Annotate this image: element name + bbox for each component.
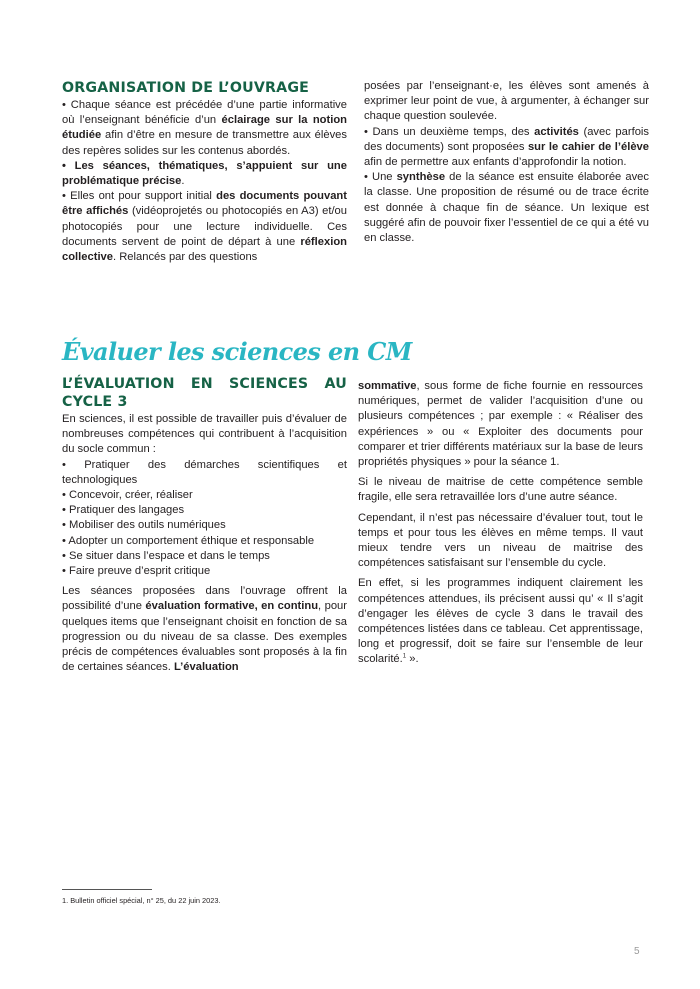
paragraph: • Dans un deuxième temps, des activités (avec parfois des documents) sont proposées sur le cahier de l’élève afin de permettre aux enfants d’approfondir la notion. — [364, 125, 649, 169]
paragraph: • Une synthèse de la séance est ensuite élaborée avec la classe. Une proposition de résumé ou de trace écrite est donnée à chaque fin de séance. Un lexique est suggéré afin de pouvoir fixer l’essentiel de ce qui a été vu en classe. — [364, 171, 649, 245]
evaluation-right-column — [358, 379, 643, 668]
paragraph: posées par l’enseignant·e, les élèves sont amenés à exprimer leur point de vue, à argumenter, à échanger sur chaque question soulevée. — [364, 80, 649, 123]
paragraph: • Elles ont pour support initial des documents pouvant être affichés (vidéoprojetés ou photocopiés en A3) et/ou photocopiés pour une lecture individuelle. Ces documents servent de point de départ à une réflexion collective. Relancés par des questions — [62, 190, 347, 264]
list-item: • Adopter un comportement éthique et responsable — [62, 534, 315, 547]
section-heading-evaluation: L’ÉVALUATION EN SCIENCES AU CYCLE 3 — [62, 376, 347, 410]
list-item: • Mobiliser des outils numériques — [62, 519, 226, 532]
section-title-evaluer: Évaluer les sciences en CM — [62, 337, 412, 366]
list-item: • Pratiquer des langages — [62, 504, 185, 517]
footnote: 1. Bulletin officiel spécial, n° 25, du 22 juin 2023. — [62, 896, 221, 905]
paragraph: En sciences, il est possible de travailler puis d’évaluer de nombreuses compétences qui contribuent à l’acquisition du socle commun : — [62, 413, 347, 456]
paragraph: Si le niveau de maitrise de cette compétence semble fragile, elle sera retravaillée lors d’une autre séance. — [358, 476, 643, 504]
organisation-right-column — [364, 79, 649, 246]
paragraph: Les séances proposées dans l’ouvrage offrent la possibilité d’une évaluation formative, en continu, pour quelques items que l’enseignant choisit en fonction de sa progression ou du niveau de sa classe. Des exemples précis de compétences évaluables sont proposés à la fin de certaines séances. L’évaluation — [62, 585, 348, 674]
footnote-divider — [62, 889, 152, 890]
paragraph: Cependant, il n’est pas nécessaire d’évaluer tout, tout le temps et pour tous les élèves en même temps. Il vaut mieux tendre vers un niveau de maitrise des compétences satisfaisant sur l’ensemble du cycle. — [358, 511, 643, 570]
list-item: • Concevoir, créer, réaliser — [62, 489, 193, 502]
organisation-left-column — [62, 79, 347, 265]
section-heading-organisation: ORGANISATION DE L’OUVRAGE — [62, 80, 310, 96]
evaluation-left-column — [62, 375, 347, 675]
paragraph: • Chaque séance est précédée d’une partie informative où l’enseignant bénéficie d’un éclairage sur la notion étudiée afin d’être en mesure de transmettre aux élèves des repères solides sur les contenus abordés. — [62, 99, 347, 157]
paragraph: sommative, sous forme de fiche fournie en ressources numériques, permet de valider l’acquisition d’une ou plusieurs compétences ; par exemple : « Réaliser des expériences » ou « Exploiter des documents pour comparer et trier différents matériaux sur la base de leurs propriétés physiques » pour la séance 1. — [358, 380, 643, 469]
paragraph: En effet, si les programmes indiquent clairement les compétences attendues, ils précisent aussi qu’ « Il s’agit d’engager les élèves de cycle 3 dans le travail des compétences listées dans ce tableau. Cet apprentissage, long et progressif, doit se faire sur l’ensemble de leur scolarité.$^1$ ». — [358, 577, 643, 666]
list-item: • Faire preuve d’esprit critique — [62, 565, 211, 578]
list-item: • Pratiquer des démarches scientifiques et technologiques — [62, 458, 347, 486]
page-number: 5 — [634, 946, 640, 957]
paragraph: • Les séances, thématiques, s’appuient sur une problématique précise. — [62, 159, 347, 188]
list-item: • Se situer dans l’espace et dans le temps — [62, 549, 270, 562]
